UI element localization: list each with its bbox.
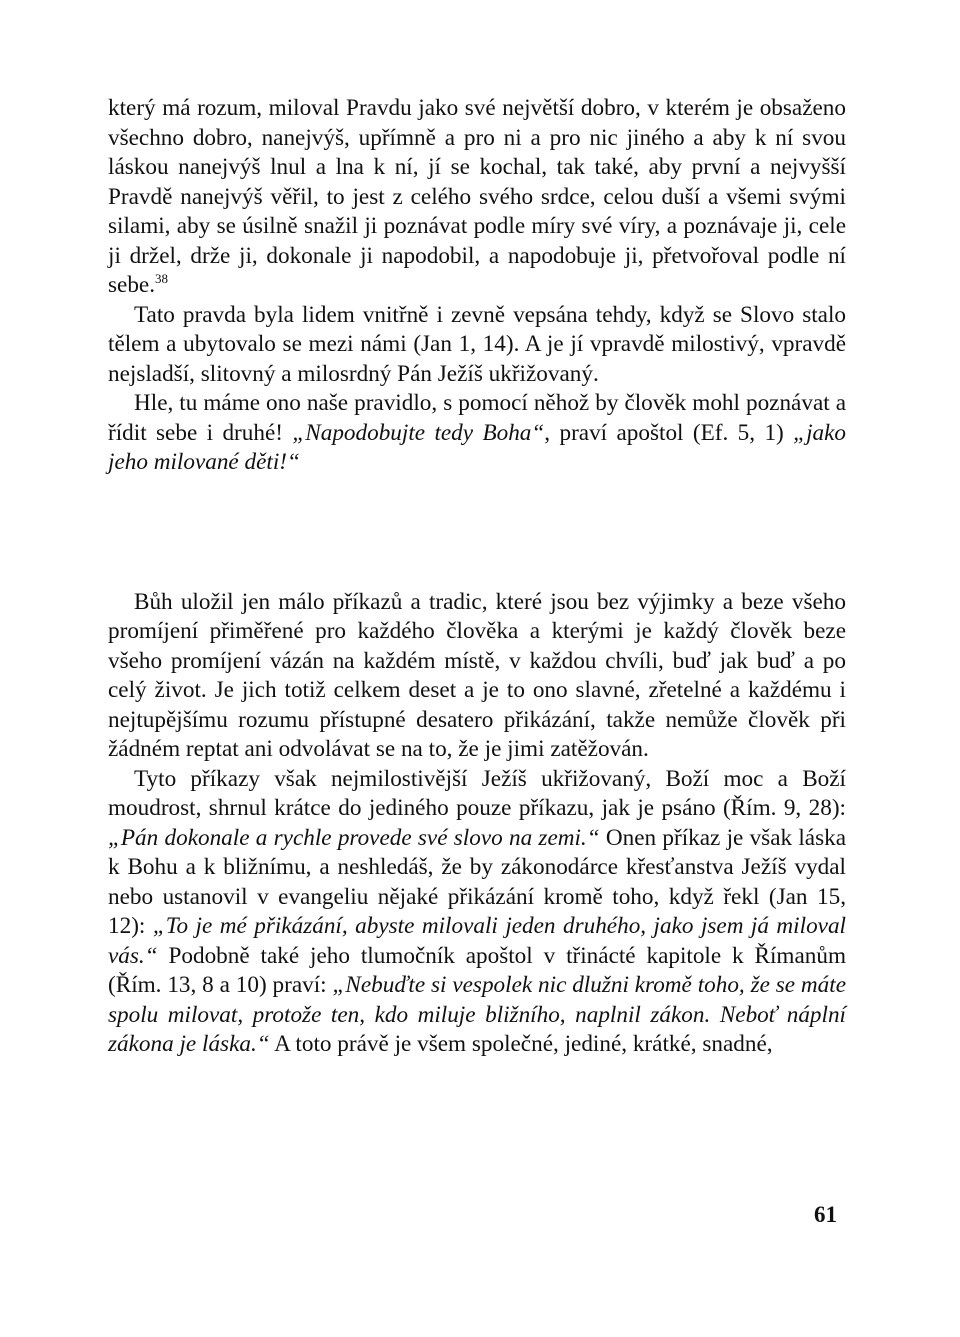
paragraph-4 [108, 588, 846, 765]
page-text-block [108, 94, 846, 1060]
paragraph-3-text: Hle, tu máme ono naše pravidlo, s pomocí něhož by člověk mohl poznávat a řídit sebe i druhé! [108, 390, 846, 446]
page-number: 61 [814, 1202, 837, 1227]
paragraph-3 [108, 389, 846, 478]
paragraph-2 [108, 301, 846, 390]
quote-napodobujte: „Napodobujte tedy Boha“ [292, 419, 545, 446]
paragraph-5 [108, 765, 846, 1060]
quote-rim-13: „Nebuďte si vespolek nic dlužni kromě toho, že se máte spolu milovat, protože ten, kdo miluje bližního, naplnil zákon. Neboť náplní zákona je láska.“ [108, 972, 847, 1057]
paragraph-5-c: Podobně také jeho tlumočník apoštol v třinácté kapitole k Římanům (Řím. 13, 8 a 10) praví: [108, 942, 846, 998]
paragraph-1 [108, 94, 846, 301]
quote-jako-deti: „jako jeho milované děti!“ [108, 419, 846, 475]
paragraph-3-mid: , praví apoštol (Ef. 5, 1) [544, 419, 794, 446]
quote-rim-9-28: „Pán dokonale a rychle provede své slovo na zemi.“ [108, 824, 600, 851]
paragraph-5-a: Tyto příkazy však nejmilostivější Ježíš ukřižovaný, Boží moc a Boží moudrost, shrnul krátce do jediného pouze příkazu, jak je psáno (Řím. 9, 28): [108, 765, 846, 821]
quote-jan-15-12: „To je mé přikázání, abyste milovali jeden druhého, jako jsem já miloval vás.“ [108, 913, 846, 969]
paragraph-4-text: Bůh uložil jen málo příkazů a tradic, které jsou bez výjimky a beze všeho promíjení přiměřené pro každého člověka a kterými je každý člověk beze všeho promíjení vázán na každém místě, v každou chvíli, buď jak buď a po celý život. Je jich totiž celkem deset a je to ono slavné, zřetelné a každému i nejtupějšímu rozumu přístupné desatero přikázání, takže nemůže člověk při žádném reptat ani odvolávat se na to, že je jimi zatěžován. [108, 588, 846, 762]
section-heading [108, 530, 846, 564]
paragraph-1-text: který má rozum, miloval Pravdu jako své největší dobro, v kterém je obsaženo všechno dobro, nanejvýš, upřímně a pro ni a pro nic jiného a aby k ní svou láskou nanejvýš lnul a lna k ní, jí se kochal, tak také, aby první a nejvyšší Pravdě nanejvýš věřil, to jest z celého svého srdce, celou duší a všemi svými silami, aby se úsilně snažil ji poznávat podle míry své víry, a poznávaje ji, cele ji držel, drže ji, dokonale ji napodobil, a napodobuje ji, přetvořoval podle ní sebe. [108, 95, 846, 298]
paragraph-5-d: A toto právě je všem společné, jediné, krátké, snadné, [269, 1031, 773, 1057]
footnote-marker: 38 [155, 271, 168, 286]
paragraph-5-b: Onen příkaz je však láska k Bohu a k bližnímu, a neshledáš, že by zákonodárce křesťanstva Ježíš vydal nebo ustanovil v evangeliu nějaké přikázání kromě toho, když řekl (Jan 15, 12): [108, 824, 846, 939]
paragraph-2-text: Tato pravda byla lidem vnitřně i zevně vepsána tehdy, když se Slovo stalo tělem a ubytovalo se mezi námi (Jan 1, 14). A je jí vpravdě milostivý, vpravdě nejsladší, slitovný a milosrdný Pán Ježíš ukřižovaný. [108, 301, 846, 387]
